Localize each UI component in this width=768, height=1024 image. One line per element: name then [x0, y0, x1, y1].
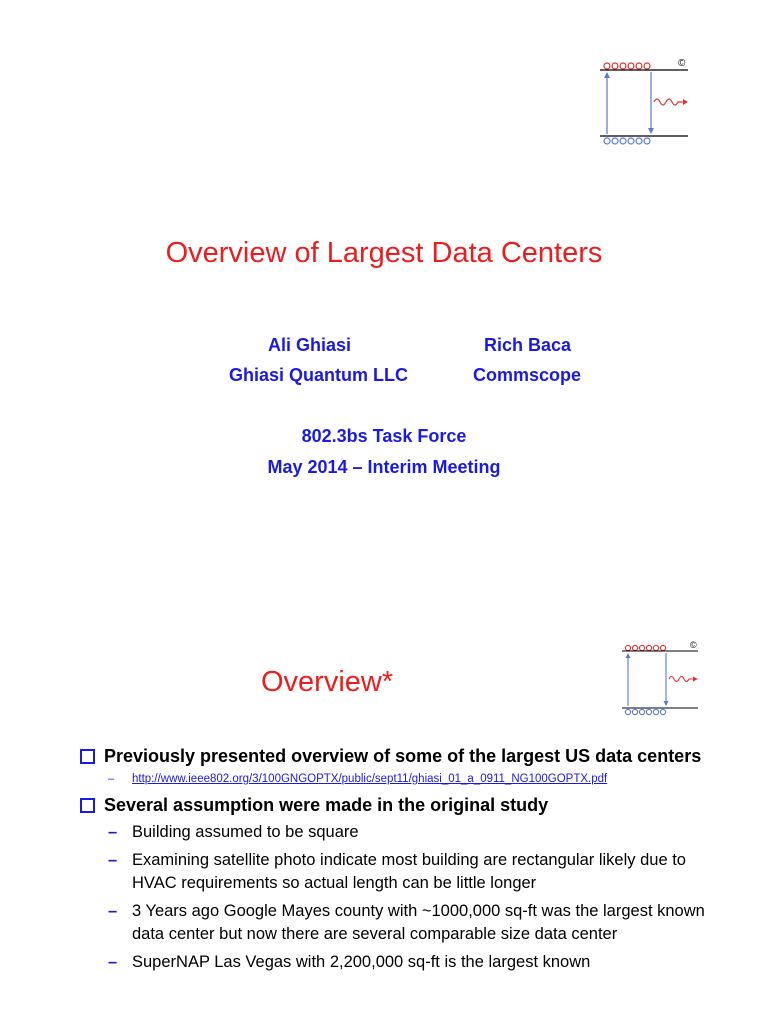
logo-copyright: © — [678, 58, 686, 69]
dash-bullet-icon: – — [108, 953, 118, 971]
event-meeting: May 2014 – Interim Meeting — [267, 457, 501, 477]
bullet-list — [80, 744, 720, 974]
list-item: Previously presented overview of some of the largest US data centers — [80, 744, 720, 768]
dash-bullet-icon: – — [108, 773, 115, 785]
author1-name: Ali Ghiasi — [268, 335, 352, 355]
slide-2-title: Overview* — [261, 666, 394, 698]
event-task-force: 802.3bs Task Force — [301, 426, 467, 446]
list-item: – 3 Years ago Google Mayes county with ~1000,000 sq-ft was the largest known data center but now there are several comparable size data center — [108, 902, 705, 943]
dash-bullet-icon: – — [108, 851, 118, 869]
list-item — [80, 771, 720, 787]
dash-bullet-icon: – — [108, 902, 118, 920]
list-item: – Examining satellite photo indicate most building are rectangular likely due to HVAC requirements so actual length can be little longer — [108, 851, 686, 892]
author2-org: Commscope — [473, 365, 582, 385]
dash-bullet-icon: – — [108, 823, 118, 841]
reference-link[interactable]: http://www.ieee802.org/3/100GNGOPTX/public/sept11/ghiasi_01_a_0911_NG100GOPTX.pdf — [132, 773, 608, 785]
laser-energy-level-logo — [598, 58, 693, 148]
checkbox-bullet-icon — [80, 749, 95, 764]
list-item: – SuperNAP Las Vegas with 2,200,000 sq-ft is the largest known — [80, 951, 720, 974]
author2-name: Rich Baca — [484, 335, 572, 355]
logo-copyright: © — [690, 640, 697, 650]
author1-org: Ghiasi Quantum LLC — [229, 365, 409, 385]
slide-1-title: Overview of Largest Data Centers — [165, 237, 603, 269]
checkbox-bullet-icon — [80, 798, 95, 813]
list-item: – Building assumed to be square — [80, 821, 720, 844]
laser-energy-level-logo — [620, 641, 702, 719]
list-item: Several assumption were made in the original study — [80, 793, 720, 817]
